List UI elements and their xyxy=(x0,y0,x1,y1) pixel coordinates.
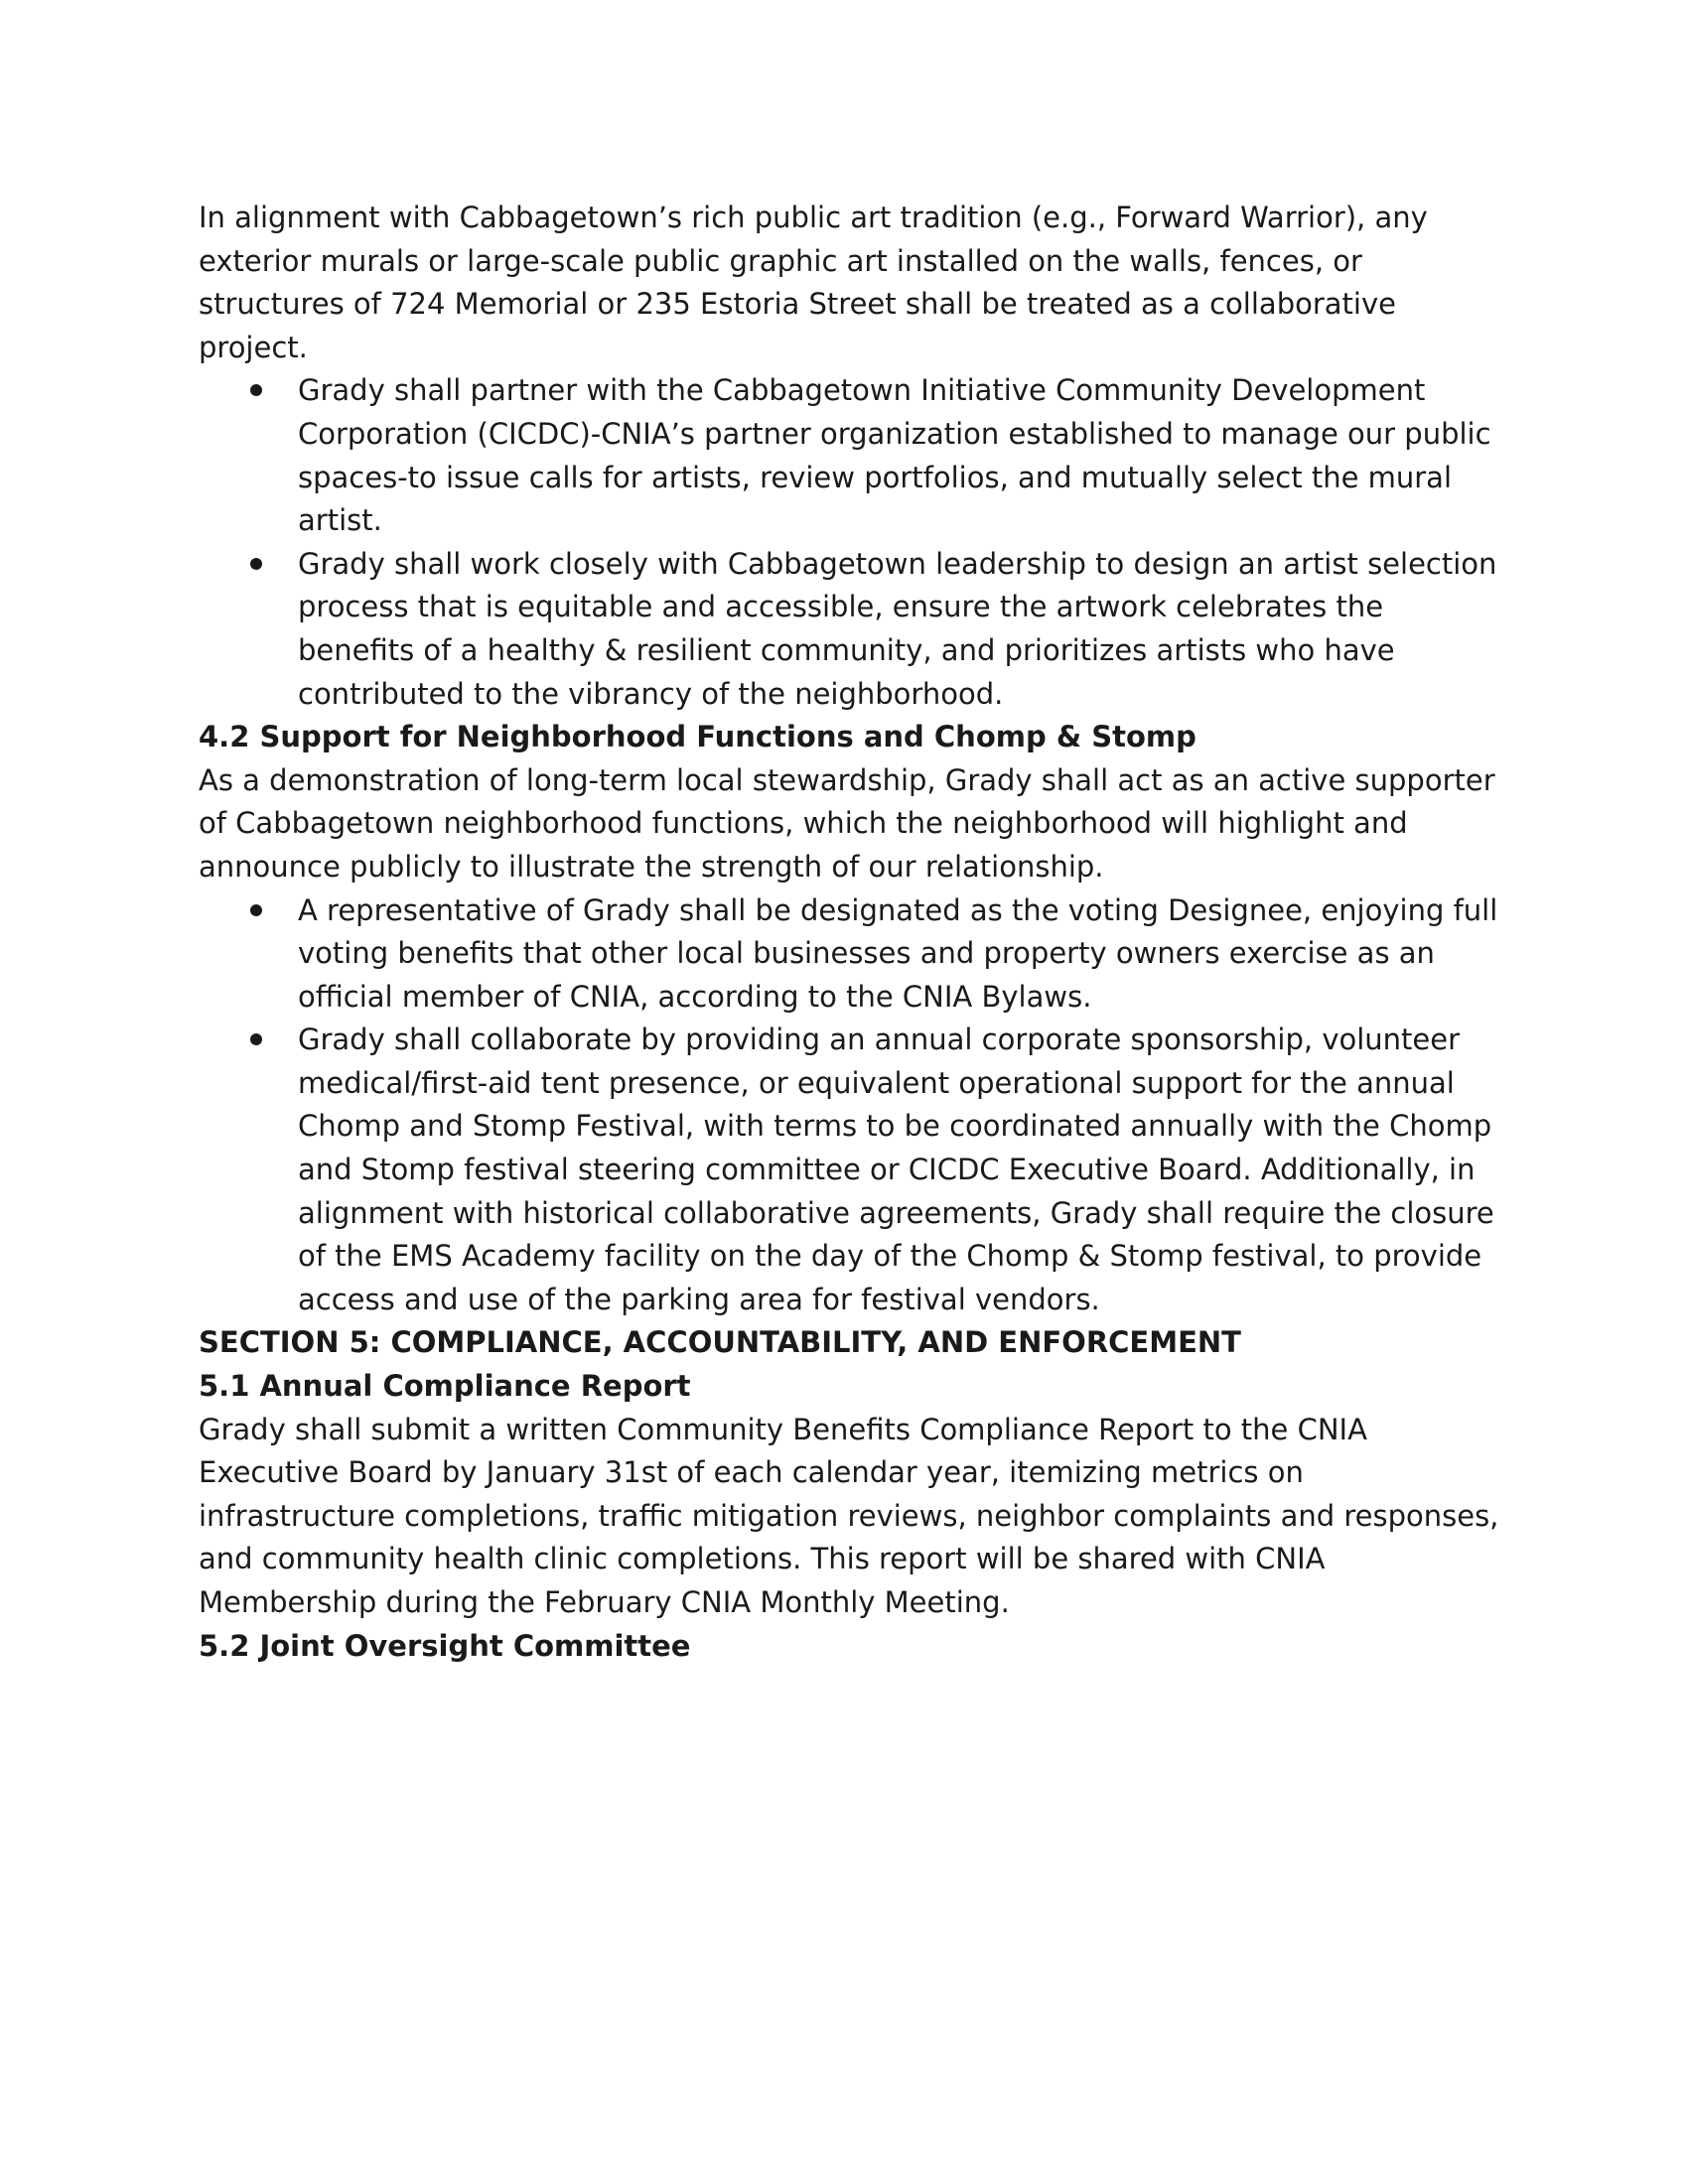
section-5-2-heading: 5.2 Joint Oversight Committee xyxy=(199,1628,691,1663)
list-item xyxy=(199,369,1499,542)
bullet-icon xyxy=(250,1033,262,1045)
bullet-icon xyxy=(250,558,262,570)
section-5-heading: SECTION 5: COMPLIANCE, ACCOUNTABILITY, AND ENFORCEMENT xyxy=(199,1325,1241,1360)
public-art-intro-paragraph: In alignment with Cabbagetown’s rich public art tradition (e.g., Forward Warrior), any exterior murals or large-scale public graphic art installed on the walls, fences, or structures of 724 Memorial or 235 Estoria Street shall be treated as a collaborative project. xyxy=(199,201,1428,364)
section-4-2-heading: 4.2 Support for Neighborhood Functions and Chomp & Stomp xyxy=(199,720,1196,754)
list-item xyxy=(199,543,1499,716)
bullet-icon xyxy=(250,904,262,916)
list-item xyxy=(199,889,1499,1020)
bullet-text: A representative of Grady shall be designated as the voting Designee, enjoying full voting benefits that other local businesses and property owners exercise as an official member of CNIA, according to the CNIA Bylaws. xyxy=(298,892,1498,1014)
list-item xyxy=(199,1019,1499,1321)
bullet-text: Grady shall collaborate by providing an annual corporate sponsorship, volunteer medical/first-aid tent presence, or equivalent operational support for the annual Chomp and Stomp Festival, with terms to be coordinated annually with the Chomp and Stomp festival steering committee or CICDC Executive Board. Additionally, in alignment with historical collaborative agreements, Grady shall require the closure of the EMS Academy facility on the day of the Chomp & Stomp festival, to provide access and use of the parking area for festival vendors. xyxy=(298,1023,1494,1316)
section-5-1-paragraph: Grady shall submit a written Community Benefits Compliance Report to the CNIA Executive Board by January 31st of each calendar year, itemizing metrics on infrastructure completions, traffic mitigation reviews, neighbor complaints and responses, and community health clinic completions. This report will be shared with CNIA Membership during the February CNIA Monthly Meeting. xyxy=(199,1412,1499,1619)
document-page xyxy=(199,197,1499,1668)
section-5-1-heading: 5.1 Annual Compliance Report xyxy=(199,1369,691,1404)
bullet-text: Grady shall partner with the Cabbagetown Initiative Community Development Corporation (CICDC)-CNIA’s partner organization established to manage our public spaces-to issue calls for artists, review portfolios, and mutually select the mural artist. xyxy=(298,373,1491,538)
section-4-2-paragraph: As a demonstration of long-term local stewardship, Grady shall act as an active supporter of Cabbagetown neighborhood functions, which the neighborhood will highlight and announce publicly to illustrate the strength of our relationship. xyxy=(199,762,1495,884)
section-4-2-bullet-list xyxy=(199,889,1499,1322)
bullet-text: Grady shall work closely with Cabbagetown leadership to design an artist selection process that is equitable and accessible, ensure the artwork celebrates the benefits of a healthy & resilient community, and prioritizes artists who have contributed to the vibrancy of the neighborhood. xyxy=(298,546,1497,711)
public-art-bullet-list xyxy=(199,369,1499,716)
bullet-icon xyxy=(250,384,262,396)
